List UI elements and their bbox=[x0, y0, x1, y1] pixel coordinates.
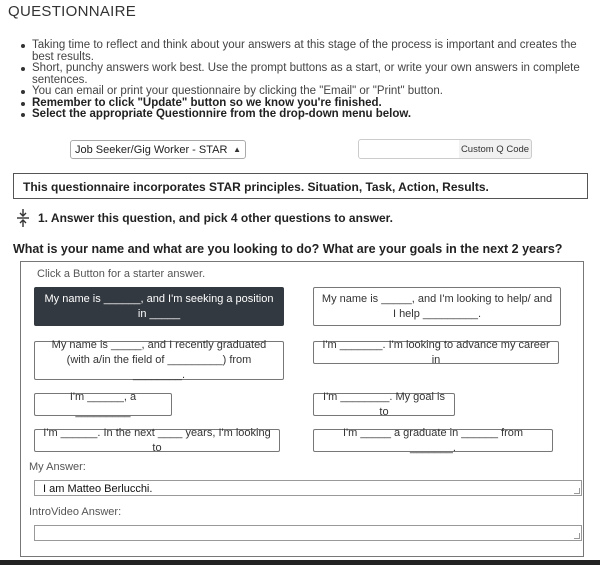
starter-button-graduate-in[interactable]: I'm _____ a graduate in ______ from _______. bbox=[313, 429, 553, 452]
starter-button-i-am-a[interactable]: I'm ______, a _________ bbox=[34, 393, 172, 416]
resize-handle-icon[interactable] bbox=[574, 533, 580, 539]
custom-code-button[interactable]: Custom Q Code bbox=[459, 139, 532, 159]
starter-button-next-years[interactable]: I'm ______. In the next ____ years, I'm looking to bbox=[34, 429, 280, 452]
starter-button-help[interactable]: My name is _____, and I'm looking to help/ and I help _________. bbox=[313, 287, 561, 326]
starter-button-goal[interactable]: I'm ________. My goal is to bbox=[313, 393, 455, 416]
my-answer-label: My Answer: bbox=[29, 461, 86, 473]
updown-chevron-icon: ▲︎ bbox=[233, 145, 241, 154]
starter-hint: Click a Button for a starter answer. bbox=[37, 268, 206, 280]
answer-panel bbox=[20, 261, 584, 557]
instructions-list bbox=[20, 40, 588, 121]
introvideo-answer-field[interactable] bbox=[34, 525, 582, 541]
list-item: Select the appropriate Questionnire from the drop-down menu below. bbox=[20, 109, 588, 121]
my-answer-value: I am Matteo Berlucchi. bbox=[43, 483, 153, 495]
custom-code-input[interactable] bbox=[358, 139, 460, 159]
starter-button-graduated[interactable]: My name is _____, and I recently graduated (with a/in the field of _________) from ________. bbox=[34, 341, 284, 380]
bottom-edge bbox=[0, 560, 600, 565]
page-title: QUESTIONNAIRE bbox=[8, 3, 137, 20]
starter-button-advance-career[interactable]: I'm _______. I'm looking to advance my career in bbox=[313, 341, 559, 364]
list-item: You can email or print your questionnaire by clicking the "Email" or "Print" button. bbox=[20, 86, 588, 98]
list-item: Taking time to reflect and think about your answers at this stage of the process is important and creates the best results. bbox=[20, 40, 588, 63]
instruction-row bbox=[16, 208, 393, 228]
list-item: Remember to click "Update" button so we know you're finished. bbox=[20, 98, 588, 110]
starter-button-seeking[interactable]: My name is ______, and I'm seeking a position in _____ bbox=[34, 287, 284, 326]
resize-handle-icon[interactable] bbox=[574, 488, 580, 494]
my-answer-field[interactable] bbox=[34, 480, 582, 496]
collapse-icon[interactable] bbox=[16, 208, 30, 228]
question-text: What is your name and what are you looking to do? What are your goals in the next 2 years? bbox=[13, 242, 563, 256]
list-item: Short, punchy answers work best. Use the prompt buttons as a start, or write your own answers in complete sentences. bbox=[20, 63, 588, 86]
questionnaire-select[interactable] bbox=[70, 140, 246, 159]
instruction-text: 1. Answer this question, and pick 4 other questions to answer. bbox=[38, 211, 393, 225]
questionnaire-select-value: Job Seeker/Gig Worker - STAR bbox=[75, 143, 228, 156]
star-notice: This questionnaire incorporates STAR principles. Situation, Task, Action, Results. bbox=[13, 173, 588, 199]
introvideo-answer-label: IntroVideo Answer: bbox=[29, 506, 122, 518]
